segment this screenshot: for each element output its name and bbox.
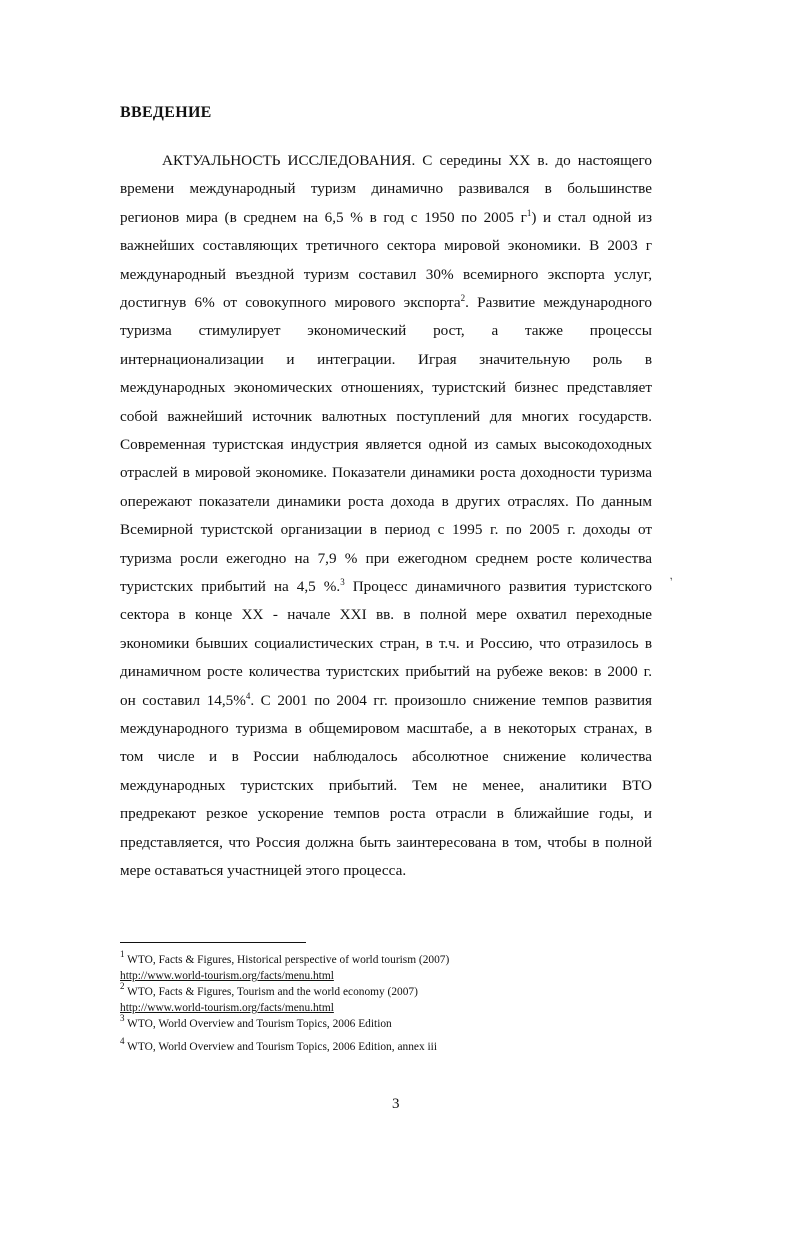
paragraph-line: предрекают резкое ускорение темпов роста отрасли в ближайшие годы, и	[120, 805, 652, 822]
paragraph-line	[120, 208, 652, 228]
paragraph-line	[120, 577, 652, 597]
line-text: туристских прибытий на 4,5 %.	[120, 578, 341, 595]
footnote-citation: WTO, World Overview and Tourism Topics, 2006 Edition, annex iii	[124, 1041, 437, 1053]
paragraph-line: Современная туристская индустрия является одной из самых высокодоходных	[120, 436, 652, 453]
paragraph-line	[120, 691, 652, 711]
footnote-reference: 4	[245, 691, 251, 701]
footnote-reference: 2	[460, 293, 466, 303]
footnote-url: http://www.world-tourism.org/facts/menu.html	[120, 1002, 334, 1014]
footnote-url: http://www.world-tourism.org/facts/menu.html	[120, 970, 334, 982]
paragraph-line: важнейших составляющих третичного сектора мировой экономики. В 2003 г	[120, 237, 652, 254]
footnote-text	[120, 1036, 437, 1054]
paragraph-line: туризма стимулирует экономический рост, а также процессы	[120, 322, 652, 339]
footnote-number: 2	[120, 981, 125, 991]
paragraph-line: интернационализации и интеграции. Играя значительную роль в	[120, 351, 652, 368]
footnote-reference: 1	[526, 208, 532, 218]
paragraph-line: динамичном росте количества туристских прибытий на рубеже веков: в 2000 г.	[120, 663, 652, 680]
paragraph-line: мере оставаться участницей этого процесса.	[120, 862, 407, 879]
footnote-separator	[120, 942, 306, 943]
paragraph-line: экономики бывших социалистических стран, в т.ч. и Россию, что отразилось в	[120, 635, 652, 652]
footnote-citation: WTO, Facts & Figures, Tourism and the world economy (2007)	[124, 986, 418, 998]
section-heading: ВВЕДЕНИЕ	[120, 104, 212, 121]
paragraph-line: сектора в конце XX - начале XXI вв. в полной мере охватил переходные	[120, 606, 652, 623]
line-text: Процесс динамичного развития туристского	[344, 578, 652, 595]
paragraph-line: международный въездной туризм составил 30% всемирного экспорта услуг,	[120, 266, 652, 283]
paragraph-line	[120, 293, 652, 313]
footnote-reference: 3	[340, 577, 345, 587]
footnote-citation: WTO, Facts & Figures, Historical perspective of world tourism (2007)	[124, 954, 450, 966]
footnote-text	[120, 1013, 392, 1031]
paragraph-line: международных экономических отношениях, туристский бизнес представляет	[120, 379, 652, 396]
paragraph-line: представляется, что Россия должна быть заинтересована в том, чтобы в полной	[120, 834, 652, 851]
line-text: . С 2001 по 2004 гг. произошло снижение темпов развития	[250, 692, 652, 709]
line-text: достигнув 6% от совокупного мирового экспорта	[120, 294, 461, 311]
line-text: . Развитие международного	[465, 294, 652, 311]
scan-mark: ‚	[665, 567, 675, 583]
paragraph-line: международного туризма в общемировом масштабе, а в некоторых странах, в	[120, 720, 652, 737]
footnote-text	[120, 949, 450, 967]
page-number: 3	[392, 1096, 400, 1112]
paragraph-line: Всемирной туристской организации в период с 1995 г. по 2005 г. доходы от	[120, 521, 652, 538]
paragraph-line: туризма росли ежегодно на 7,9 % при ежегодном среднем росте количества	[120, 550, 652, 567]
paragraph-line: отраслей в мировой экономике. Показатели динамики роста доходности туризма	[120, 464, 652, 481]
line-text: регионов мира (в среднем на 6,5 % в год с 1950 по 2005 г	[120, 209, 527, 226]
line-text: он составил 14,5%	[120, 692, 246, 709]
footnote-number: 1	[120, 949, 125, 959]
paragraph-line: международных туристских прибытий. Тем не менее, аналитики ВТО	[120, 777, 652, 794]
paragraph-line: том числе и в России наблюдалось абсолютное снижение количества	[120, 748, 652, 765]
footnote-text	[120, 981, 418, 999]
paragraph-line: АКТУАЛЬНОСТЬ ИССЛЕДОВАНИЯ. С середины XX в. до настоящего	[162, 152, 652, 169]
footnote-citation: WTO, World Overview and Tourism Topics, 2006 Edition	[124, 1018, 392, 1030]
line-text: ) и стал одной из	[531, 209, 652, 226]
footnote-number: 3	[120, 1013, 125, 1023]
paragraph-line: времени международный туризм динамично развивался в большинстве	[120, 180, 652, 197]
paragraph-line: опережают показатели динамики роста дохода в других отраслях. По данным	[120, 493, 652, 510]
footnote-number: 4	[120, 1036, 125, 1046]
paragraph-line: собой важнейший источник валютных поступлений для многих государств.	[120, 408, 652, 425]
